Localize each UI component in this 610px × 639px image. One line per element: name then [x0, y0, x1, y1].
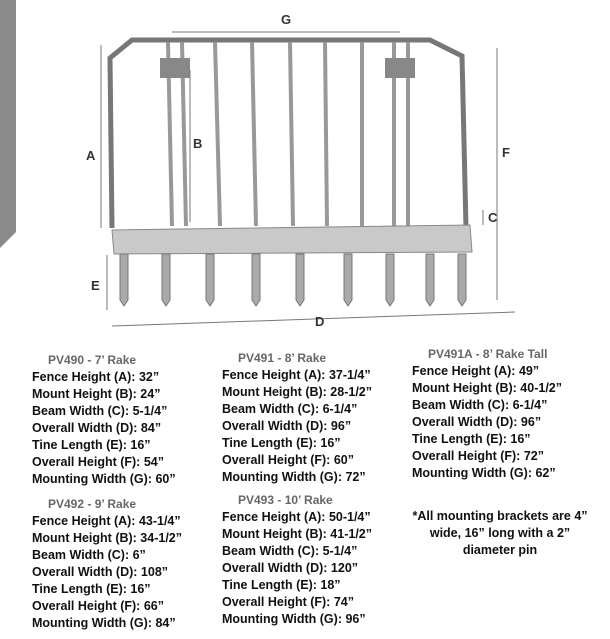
- spec-row: Overall Width (D): 96”: [412, 415, 542, 429]
- spec-title: PV492 - 9’ Rake: [48, 497, 137, 511]
- fence-bars: [168, 42, 408, 226]
- tines: [120, 254, 466, 306]
- spec-row: Tine Length (E): 16”: [222, 436, 341, 450]
- tine: [120, 254, 128, 306]
- label-b: B: [193, 136, 203, 151]
- spec-row: Fence Height (A): 50-1/4”: [222, 510, 371, 524]
- spec-row: Fence Height (A): 32”: [32, 370, 160, 384]
- beam: [112, 225, 472, 254]
- tine: [296, 254, 304, 306]
- tine: [252, 254, 260, 306]
- mount-bracket-left: [160, 58, 190, 78]
- spec-row: Overall Width (D): 96”: [222, 419, 352, 433]
- bracket-note: *All mounting brackets are 4” wide, 16” long with a 2” diameter pin: [412, 509, 588, 557]
- tine: [458, 254, 466, 306]
- tine: [386, 254, 394, 306]
- spec-row: Overall Height (F): 72”: [412, 449, 544, 463]
- spec-title: PV491A - 8’ Rake Tall: [428, 347, 548, 361]
- spec-row: Mount Height (B): 24”: [32, 387, 161, 401]
- spec-row: Beam Width (C): 6-1/4”: [222, 402, 358, 416]
- label-c: C: [488, 210, 498, 225]
- mount-bracket-right: [385, 58, 415, 78]
- tine: [206, 254, 214, 306]
- spec-row: Overall Height (F): 66”: [32, 599, 164, 613]
- label-f: F: [502, 145, 510, 160]
- label-d: D: [315, 314, 325, 329]
- tine: [344, 254, 352, 306]
- spec-row: Fence Height (A): 37-1/4”: [222, 368, 371, 382]
- spec-block-pv492: [32, 496, 182, 632]
- spec-row: Overall Width (D): 108”: [32, 565, 169, 579]
- spec-row: Overall Height (F): 60”: [222, 453, 354, 467]
- spec-row: Tine Length (E): 16”: [32, 582, 151, 596]
- spec-row: Mount Height (B): 28-1/2”: [222, 385, 372, 399]
- spec-row: Mounting Width (G): 62”: [412, 466, 556, 480]
- spec-row: Overall Width (D): 120”: [222, 561, 359, 575]
- label-g: G: [281, 12, 292, 27]
- tine: [162, 254, 170, 306]
- spec-row: Fence Height (A): 49”: [412, 364, 540, 378]
- spec-row: Mounting Width (G): 72”: [222, 470, 366, 484]
- spec-title: PV491 - 8’ Rake: [238, 351, 327, 365]
- spec-row: Tine Length (E): 16”: [412, 432, 531, 446]
- spec-row: Beam Width (C): 6”: [32, 548, 146, 562]
- spec-block-pv493: [222, 492, 372, 628]
- spec-row: Overall Height (F): 74”: [222, 595, 354, 609]
- spec-block-pv490: [32, 352, 176, 488]
- spec-row: Overall Width (D): 84”: [32, 421, 162, 435]
- spec-row: Mount Height (B): 34-1/2”: [32, 531, 182, 545]
- spec-block-pv491: [222, 350, 372, 486]
- spec-row: Beam Width (C): 5-1/4”: [222, 544, 358, 558]
- spec-row: Mounting Width (G): 60”: [32, 472, 176, 486]
- decorative-side-bar: [0, 0, 16, 248]
- label-e: E: [91, 278, 100, 293]
- spec-row: Tine Length (E): 18”: [222, 578, 341, 592]
- spec-row: Beam Width (C): 5-1/4”: [32, 404, 168, 418]
- spec-row: Mounting Width (G): 96”: [222, 612, 366, 626]
- spec-row: Mount Height (B): 41-1/2”: [222, 527, 372, 541]
- spec-row: Tine Length (E): 16”: [32, 438, 151, 452]
- spec-title: PV490 - 7’ Rake: [48, 353, 137, 367]
- spec-block-pv491a: [412, 346, 562, 482]
- spec-row: Mount Height (B): 40-1/2”: [412, 381, 562, 395]
- spec-row: Fence Height (A): 43-1/4”: [32, 514, 181, 528]
- spec-row: Beam Width (C): 6-1/4”: [412, 398, 548, 412]
- tine: [426, 254, 434, 306]
- spec-row: Mounting Width (G): 84”: [32, 616, 176, 630]
- spec-title: PV493 - 10’ Rake: [238, 493, 333, 507]
- spec-row: Overall Height (F): 54”: [32, 455, 164, 469]
- label-a: A: [86, 148, 96, 163]
